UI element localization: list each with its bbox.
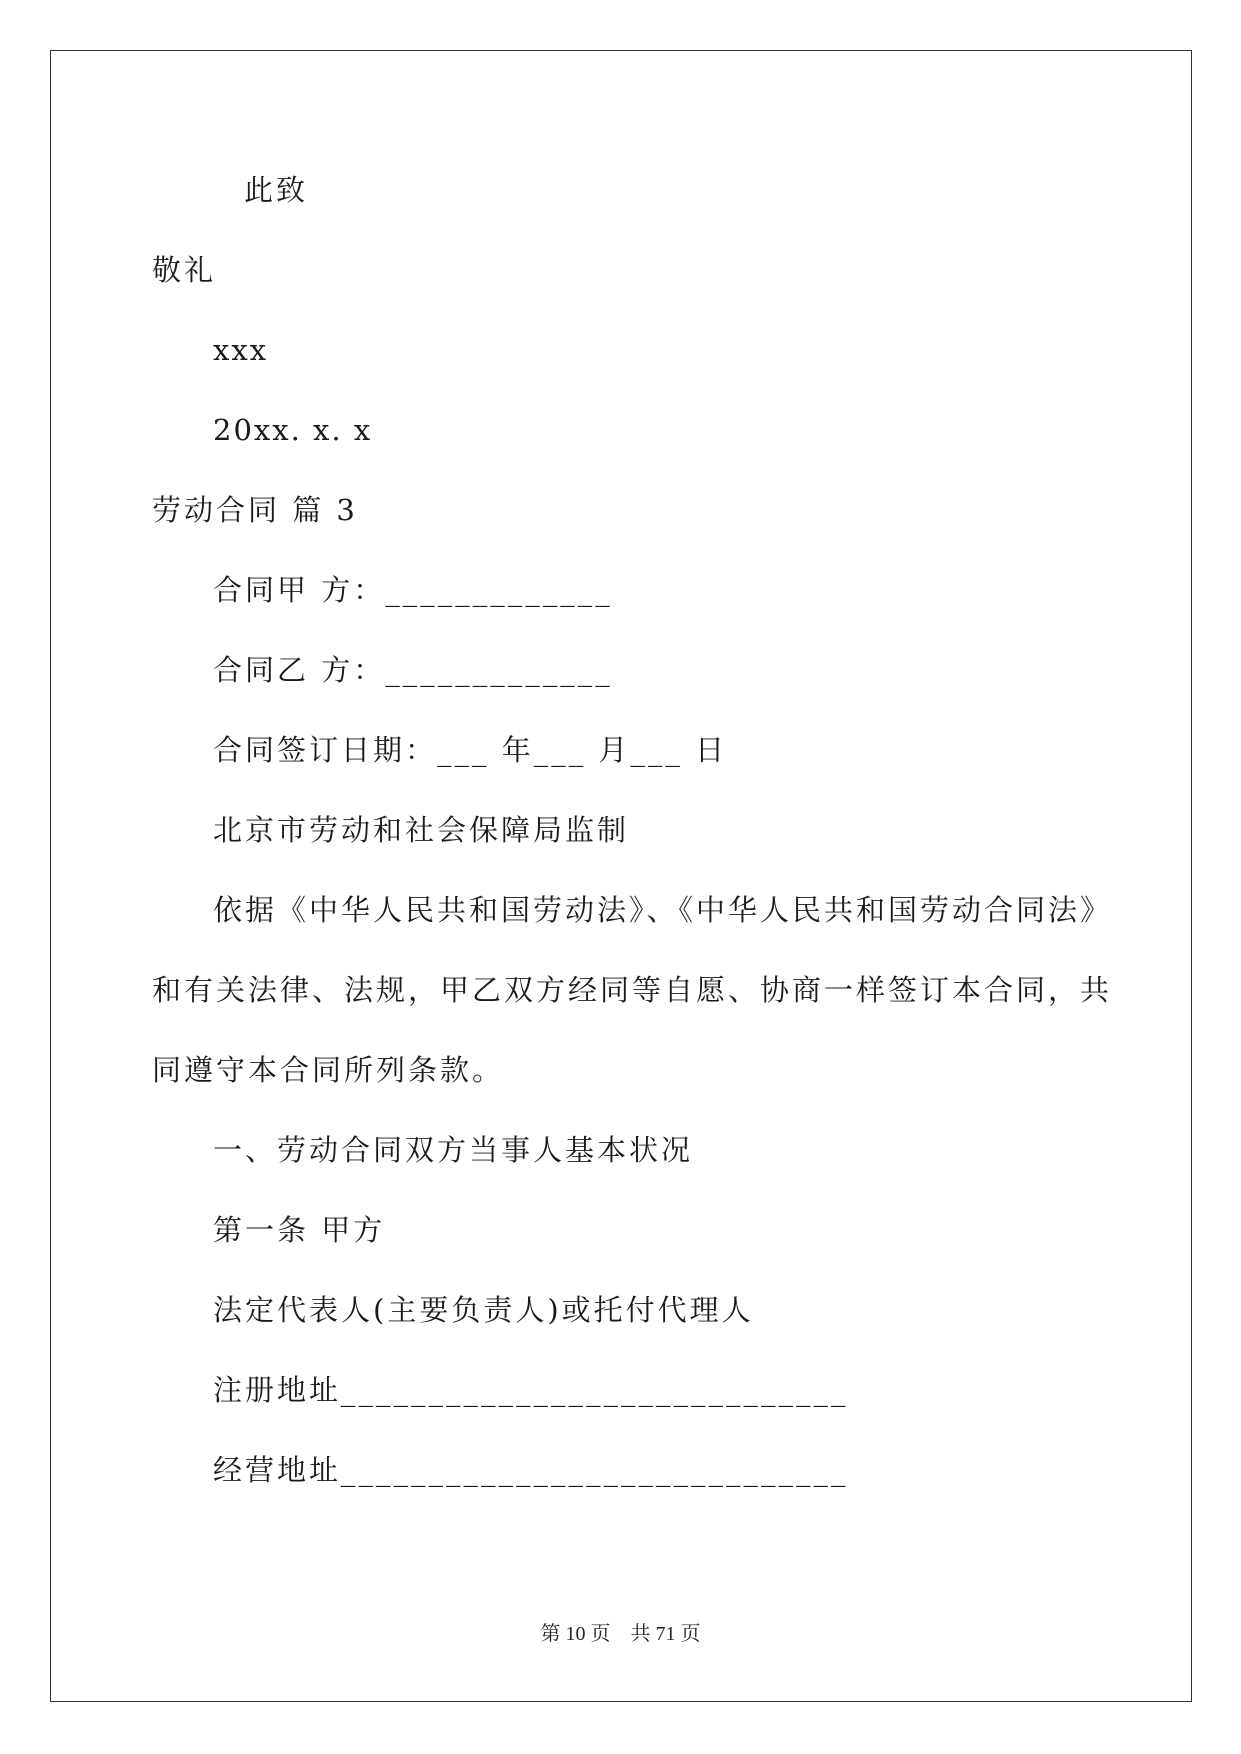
representative-line: 法定代表人(主要负责人)或托付代理人 [213,1293,754,1327]
supervisor-line: 北京市劳动和社会保障局监制 [213,813,630,847]
signing-date-line: 合同签订日期：___ 年___ 月___ 日 [213,733,728,767]
signature-date: 20xx. x. x [213,413,373,447]
closing-salutation: 此致 [244,173,309,207]
page-footer [0,1620,1241,1648]
business-address-line: 经营地址_____________________________ [213,1453,849,1487]
section-title: 劳动合同 篇 3 [152,493,358,527]
chapter-heading: 一、劳动合同双方当事人基本状况 [213,1133,694,1167]
paragraph-line-3: 同遵守本合同所列条款。 [152,1053,505,1087]
signer-name: xxx [213,333,269,367]
paragraph-line-2: 和有关法律、法规，甲乙双方经同等自愿、协商一样签订本合同，共 [152,973,1113,1007]
paragraph-line-1: 依据《中华人民共和国劳动法》、《中华人民共和国劳动合同法》 [213,893,1113,927]
page-number: 第 10 页 共 71 页 [540,1623,701,1645]
regards-line: 敬礼 [152,253,217,287]
registered-address-line: 注册地址_____________________________ [213,1373,849,1407]
article-heading: 第一条 甲方 [213,1213,386,1247]
party-b-line: 合同乙 方：_____________ [213,653,613,687]
party-a-line: 合同甲 方：_____________ [213,573,613,607]
